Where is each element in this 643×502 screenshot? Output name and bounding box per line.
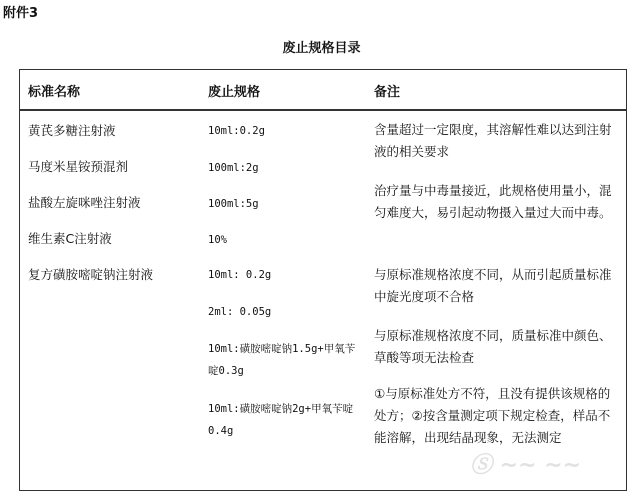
spec-cell: 100ml:2g — [208, 162, 259, 174]
standard-name-cell: 马度米星铵预混剂 — [28, 159, 129, 174]
spec-cell: 2ml: 0.05g — [208, 306, 272, 318]
header-standard-name: 标准名称 — [28, 85, 81, 100]
spec-cell: 10ml: 0.2g — [208, 269, 272, 281]
spec-cell: 10ml:磺胺嘧啶钠2g+甲氧苄啶0.4g — [208, 403, 354, 437]
header-spec: 废止规格 — [208, 85, 261, 100]
spec-cell: 10% — [208, 234, 227, 246]
standard-name-cell: 维生素C注射液 — [28, 231, 112, 246]
remark-cell: 治疗量与中毒量接近，此规格使用量小，混匀难度大，易引起动物摄入量过大而中毒。 — [374, 183, 612, 220]
header-remarks: 备注 — [374, 85, 401, 100]
page-title: 废止规格目录 — [282, 41, 361, 56]
spec-cell: 10ml:0.2g — [208, 125, 265, 137]
spec-cell: 100ml:5g — [208, 198, 259, 210]
spec-cell: 10ml:磺胺嘧啶钠1.5g+甲氧苄啶0.3g — [208, 343, 356, 377]
standard-name-cell: 复方磺胺嘧啶钠注射液 — [28, 267, 154, 282]
header-divider — [19, 109, 627, 111]
standard-name-cell: 盐酸左旋咪唑注射液 — [28, 195, 141, 210]
attachment-label: 附件3 — [3, 6, 39, 21]
remark-cell: 含量超过一定限度，其溶解性难以达到注射液的相关要求 — [374, 122, 612, 159]
remark-cell: 与原标准规格浓度不同，质量标准中颜色、草酸等项无法检查 — [374, 328, 612, 365]
remark-cell: 与原标准规格浓度不同，从而引起质量标准中旋光度项不合格 — [374, 267, 612, 304]
watermark-logo: Ⓢ ~~ ~~ — [470, 453, 582, 478]
standard-name-cell: 黄芪多糖注射液 — [28, 123, 116, 138]
remark-cell: ①与原标准处方不符，且没有提供该规格的处方；②按含量测定项下规定检查，样品不能溶解，出现结晶现象，无法测定 — [374, 386, 611, 445]
